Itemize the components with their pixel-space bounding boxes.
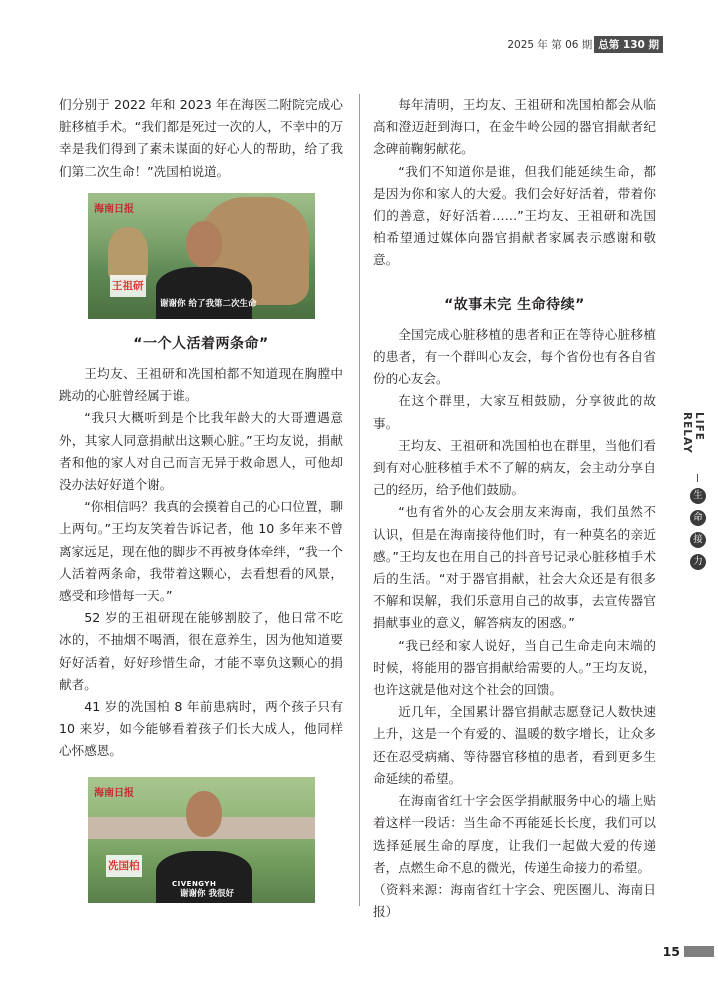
photo-xian-guobai [88, 777, 315, 903]
page-number [663, 944, 714, 959]
sidebar-char: 生 [690, 488, 706, 504]
sidebar-char: 力 [690, 554, 706, 570]
paragraph: 每年清明，王均友、王祖研和冼国柏都会从临高和澄迈赶到海口，在金牛岭公园的器官捐献者纪念碑前鞠躬献花。 [373, 97, 656, 157]
photo-subtitle: 谢谢你 给了我第二次生命 [160, 298, 257, 309]
photo-person-head [186, 221, 222, 267]
page-number-text: 15 [662, 944, 680, 959]
sidebar-separator [697, 474, 698, 482]
paragraph: “也有省外的心友会朋友来海南，我们虽然不认识，但是在海南接待他们时，有一种莫名的亲近感。”王均友也在用自己的抖音号记录心脏移植手术后的生活。“对于器官捐献，社会大众还是有很多不解和误解，我们乐意用自己的故事，去宣传器官捐献事业的意义，解答病友的困惑。” [373, 504, 656, 631]
section-heading: “一个人活着两条命” [133, 335, 269, 352]
photo-rock [108, 227, 148, 279]
section-heading: “故事未完 生命待续” [444, 296, 585, 313]
paragraph: 52 岁的王祖研现在能够割胶了，他日常不吃冰的，不抽烟不喝酒，很在意养生，因为他知道要好好活着，好好珍惜生命，才能不辜负这颗心的捐献者。 [59, 610, 343, 692]
sidebar-char: 接 [690, 532, 706, 548]
column-divider [359, 94, 360, 906]
paragraph: “我已经和家人说好，当自己生命走向末端的时候，将能用的器官捐献给需要的人。”王均友说，也许这就是他对这个社会的回馈。 [373, 637, 656, 698]
paragraph: 在海南省红十字会医学捐献服务中心的墙上贴着这样一段话：当生命不再能延长长度，我们可以选择延展生命的厚度，让我们一起做大爱的传递者，点燃生命不息的微光，传递生命接力的希望。 [373, 793, 656, 875]
paragraph: 全国完成心脏移植的患者和正在等待心脏移植的患者，有一个群叫心友会，每个省份也有各自省份的心友会。 [373, 326, 656, 387]
sidebar-char: 命 [690, 510, 706, 526]
photo-name-caption: 王祖研 [110, 275, 146, 297]
paragraph: 王均友、王祖研和冼国柏都不知道现在胸膛中跳动的心脏曾经属于谁。 [59, 366, 343, 404]
issue-header [507, 36, 663, 53]
photo-logo: 海南日报 [94, 203, 134, 215]
paragraph: 们分别于 2022 年和 2023 年在海医二附院完成心脏移植手术。“我们都是死过一次的人，不幸中的万幸是我们得到了素未谋面的好心人的帮助，给了我们第二次生命！”冼国柏说道。 [59, 97, 343, 179]
paragraph: “我们不知道你是谁，但我们能延续生命，都是因为你和家人的大爱。我们会好好活着，带着你们的善意，好好活着……”王均友、王祖研和冼国柏希望通过媒体向器官捐献者家属表示感谢和敬意。 [373, 163, 656, 268]
sidebar-english-label: LIFE RELAY [681, 412, 705, 454]
right-column [373, 94, 656, 923]
photo-subtitle: 谢谢你 我很好 [180, 888, 234, 899]
paragraph: 41 岁的冼国柏 8 年前患病时，两个孩子只有 10 来岁，如今能够看着孩子们长大成人，他同样心怀感恩。 [59, 699, 343, 759]
photo-logo: 海南日报 [94, 787, 134, 799]
page-number-bar [684, 946, 714, 957]
paragraph: 在这个群里，大家互相鼓励，分享彼此的故事。 [373, 393, 656, 431]
paragraph: “你相信吗？我真的会摸着自己的心口位置，聊上两句。”王均友笑着告诉记者，他 10 多年来不曾离家远足，现在他的脚步不再被身体牵绊，“我一个人活着两条命，我带着这颗心，去看想看的风景，感受和珍惜每一天。” [59, 499, 343, 604]
paragraph: 王均友、王祖研和冼国柏也在群里，当他们看到有对心脏移植手术不了解的病友，会主动分享自己的经历，给予他们鼓励。 [373, 437, 656, 498]
photo-name-caption: 冼国柏 [106, 855, 142, 877]
paragraph: “我只大概听到是个比我年龄大的大哥遭遇意外，其家人同意捐献出这颗心脏。”王均友说，捐献者和他的家人对自己而言无异于救命恩人，可他却没办法好好道个谢。 [59, 410, 343, 493]
issue-label: 2025 年 第 06 期 [507, 39, 593, 51]
photo-wang-zuyan [88, 193, 315, 319]
photo-person-head [186, 791, 222, 837]
source-note: （资料来源：海南省红十字会、兜医圈儿、海南日报） [373, 881, 656, 920]
total-issue-badge: 总第 130 期 [594, 36, 663, 53]
paragraph: 近几年，全国累计器官捐献志愿登记人数快速上升，这是一个有爱的、温暖的数字增长，让众多还在忍受病痛、等待器官移植的患者，看到更多生命延续的希望。 [373, 704, 656, 786]
photo-shirt-text: CIVENGYH [172, 879, 217, 888]
left-column [59, 94, 343, 903]
